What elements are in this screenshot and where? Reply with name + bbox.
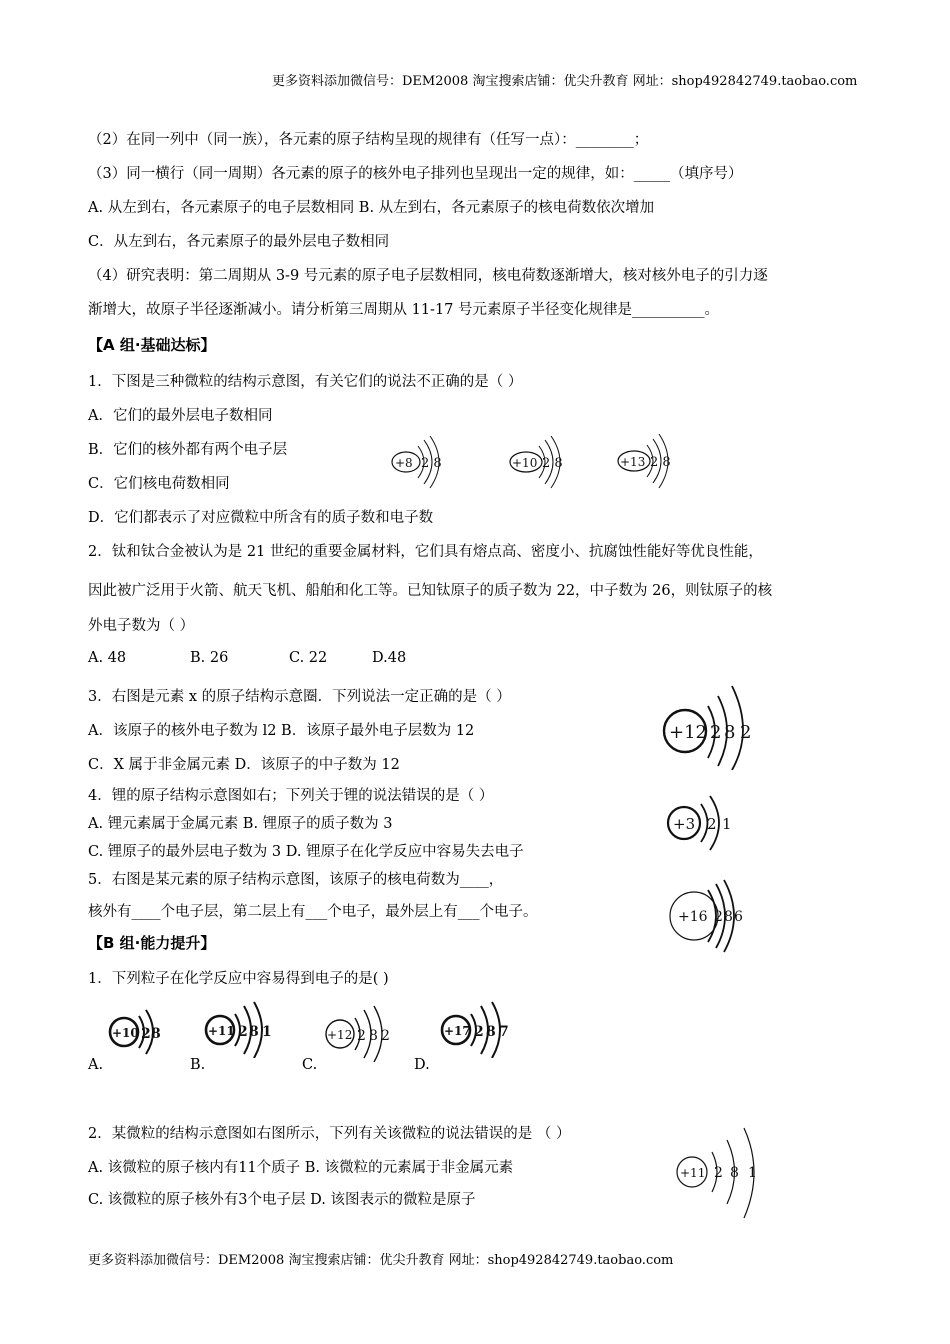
atom-shell-3: 2 bbox=[381, 1028, 390, 1044]
atom-shell-2: 8 bbox=[151, 1026, 161, 1042]
b-q2-options-ab: A. 该微粒的原子核内有11个质子 B. 该微粒的元素属于非金属元素 bbox=[88, 1160, 514, 1176]
atom-shells-label: 2 8 bbox=[542, 456, 563, 471]
a-q2-option-b: B. 26 bbox=[190, 650, 229, 666]
atom-nucleus-label: +8 bbox=[395, 456, 413, 470]
a-q2-option-c: C. 22 bbox=[289, 650, 328, 666]
atom-shells-label: 2 8 bbox=[421, 456, 442, 471]
a-q2-line2: 因此被广泛用于火箭、航天飞机、船舶和化工等。已知钛原子的质子数为 22，中子数为 26，则钛原子的核 bbox=[88, 583, 773, 599]
a-q1-option-d: D．它们都表示了对应微粒中所含有的质子数和电子数 bbox=[88, 510, 434, 526]
atom-diagram-b-plus17 bbox=[438, 1000, 518, 1058]
intro-q3-option-c: C．从左到右，各元素原子的最外层电子数相同 bbox=[88, 234, 390, 250]
atom-diagram-plus8 bbox=[388, 436, 458, 490]
b-q1-option-b: B. bbox=[190, 1057, 206, 1073]
b-q1-option-c: C. bbox=[302, 1057, 318, 1073]
atom-diagram-b-plus10 bbox=[106, 1004, 170, 1058]
atom-shell-3: 1 bbox=[748, 1165, 757, 1181]
atom-nucleus-label: +10 bbox=[112, 1026, 139, 1040]
a-q3-options-cd: C．X 属于非金属元素 D．该原子的中子数为 12 bbox=[88, 757, 400, 773]
atom-shell-1: 2 bbox=[710, 722, 722, 743]
atom-shell-1: 2 bbox=[707, 815, 717, 833]
atom-nucleus-label: +11 bbox=[680, 1166, 706, 1180]
atom-shell-2: 8 bbox=[486, 1024, 496, 1040]
atom-shell-2: 8 bbox=[724, 722, 736, 743]
atom-nucleus-label: +13 bbox=[620, 455, 646, 469]
page-header: 更多资料添加微信号：DEM2008 淘宝搜索店铺：优尖升教育 网址：shop492842749.taobao.com bbox=[272, 74, 858, 89]
atom-shell-2: 1 bbox=[722, 815, 732, 833]
atom-shell-2: 8 bbox=[369, 1028, 378, 1044]
a-q5-line1: 5．右图是某元素的原子结构示意图，该原子的核电荷数为____， bbox=[88, 872, 504, 888]
atom-shell-1: 2 bbox=[474, 1024, 484, 1040]
a-q1-option-c: C．它们核电荷数相同 bbox=[88, 476, 230, 492]
b-q1-stem: 1．下列粒子在化学反应中容易得到电子的是( ) bbox=[88, 971, 389, 987]
atom-diagram-b-plus12 bbox=[322, 1004, 398, 1062]
a-q2-option-d: D.48 bbox=[372, 650, 407, 666]
a-q4-options-cd: C. 锂原子的最外层电子数为 3 D. 锂原子在化学反应中容易失去电子 bbox=[88, 844, 524, 860]
b-q1-option-d: D. bbox=[414, 1057, 430, 1073]
intro-q3: （3）同一横行（同一周期）各元素的原子的核外电子排列也呈现出一定的规律，如：_____（填序号） bbox=[88, 166, 743, 182]
a-q2-line1: 2．钛和钛合金被认为是 21 世纪的重要金属材料，它们具有熔点高、密度小、抗腐蚀性能好等优良性能， bbox=[88, 544, 763, 560]
atom-diagram-plus10 bbox=[506, 436, 580, 490]
a-q4-stem: 4．锂的原子结构示意图如右；下列关于锂的说法错误的是（ ） bbox=[88, 788, 494, 804]
atom-nucleus-label: +11 bbox=[208, 1024, 235, 1038]
atom-shell-3: 7 bbox=[499, 1024, 509, 1040]
atom-nucleus-label: +3 bbox=[673, 815, 696, 833]
atom-shells-label: 2 8 bbox=[650, 455, 671, 470]
atom-shell-1: 2 bbox=[141, 1026, 151, 1042]
b-q2-options-cd: C. 该微粒的原子核外有3个电子层 D. 该图表示的微粒是原子 bbox=[88, 1192, 476, 1208]
atom-shell-2: 8 bbox=[724, 909, 733, 925]
atom-nucleus-label: +12 bbox=[669, 722, 707, 743]
a-q1-option-a: A．它们的最外层电子数相同 bbox=[88, 408, 273, 424]
atom-nucleus-label: +16 bbox=[678, 909, 708, 925]
section-a-title: 【A 组·基础达标】 bbox=[88, 336, 216, 354]
atom-diagram-plus12 bbox=[660, 684, 760, 770]
atom-nucleus-label: +10 bbox=[512, 456, 538, 470]
b-q2-stem: 2．某微粒的结构示意图如右图所示，下列有关该微粒的说法错误的是 （ ） bbox=[88, 1126, 571, 1142]
atom-nucleus-label: +12 bbox=[327, 1028, 353, 1042]
intro-q2: （2）在同一列中（同一族），各元素的原子结构呈现的规律有（任写一点）：________； bbox=[88, 132, 649, 148]
atom-shell-1: 2 bbox=[357, 1028, 366, 1044]
atom-diagram-b-plus11-large bbox=[672, 1122, 768, 1222]
atom-nucleus-label: +17 bbox=[444, 1024, 471, 1038]
intro-q3-options-ab: A. 从左到右，各元素原子的电子层数相同 B. 从左到右，各元素原子的核电荷数依次增加 bbox=[88, 200, 655, 216]
atom-shell-1: 2 bbox=[714, 909, 723, 925]
a-q3-options-ab: A．该原子的核外电子数为 l2 B．该原子最外电子层数为 12 bbox=[88, 723, 475, 739]
a-q2-line3: 外电子数为（ ） bbox=[88, 618, 195, 634]
a-q3-stem: 3．右图是元素 x 的原子结构示意圈．下列说法一定正确的是（ ） bbox=[88, 689, 511, 705]
atom-shell-1: 2 bbox=[238, 1024, 248, 1040]
a-q5-line2: 核外有____个电子层，第二层上有___个电子，最外层上有___个电子。 bbox=[88, 904, 538, 920]
atom-shell-2: 8 bbox=[730, 1165, 739, 1181]
atom-shell-3: 6 bbox=[734, 909, 743, 925]
atom-shell-3: 1 bbox=[262, 1024, 272, 1040]
section-b-title: 【B 组·能力提升】 bbox=[88, 934, 216, 952]
intro-q4-line1: （4）研究表明：第二周期从 3-9 号元素的原子电子层数相同，核电荷数逐渐增大，核对核外电子的引力逐 bbox=[88, 268, 768, 284]
a-q4-options-ab: A. 锂元素属于金属元素 B. 锂原子的质子数为 3 bbox=[88, 816, 393, 832]
atom-diagram-plus3 bbox=[664, 792, 738, 852]
page-footer: 更多资料添加微信号：DEM2008 淘宝搜索店铺：优尖升教育 网址：shop492842749.taobao.com bbox=[88, 1253, 674, 1268]
atom-shell-2: 8 bbox=[249, 1024, 259, 1040]
atom-diagram-b-plus11 bbox=[202, 1000, 278, 1058]
a-q1-option-b: B．它们的核外都有两个电子层 bbox=[88, 442, 288, 458]
b-q1-option-a: A. bbox=[88, 1057, 104, 1073]
atom-diagram-plus13 bbox=[614, 434, 688, 490]
atom-shell-3: 2 bbox=[740, 722, 752, 743]
a-q1-stem: 1．下图是三种微粒的结构示意图，有关它们的说法不正确的是（ ） bbox=[88, 374, 523, 390]
atom-diagram-plus16 bbox=[664, 876, 750, 954]
a-q2-option-a: A. 48 bbox=[88, 650, 127, 666]
intro-q4-line2: 渐增大，故原子半径逐渐减小。请分析第三周期从 11-17 号元素原子半径变化规律是__________。 bbox=[88, 302, 720, 318]
atom-shell-1: 2 bbox=[714, 1165, 723, 1181]
